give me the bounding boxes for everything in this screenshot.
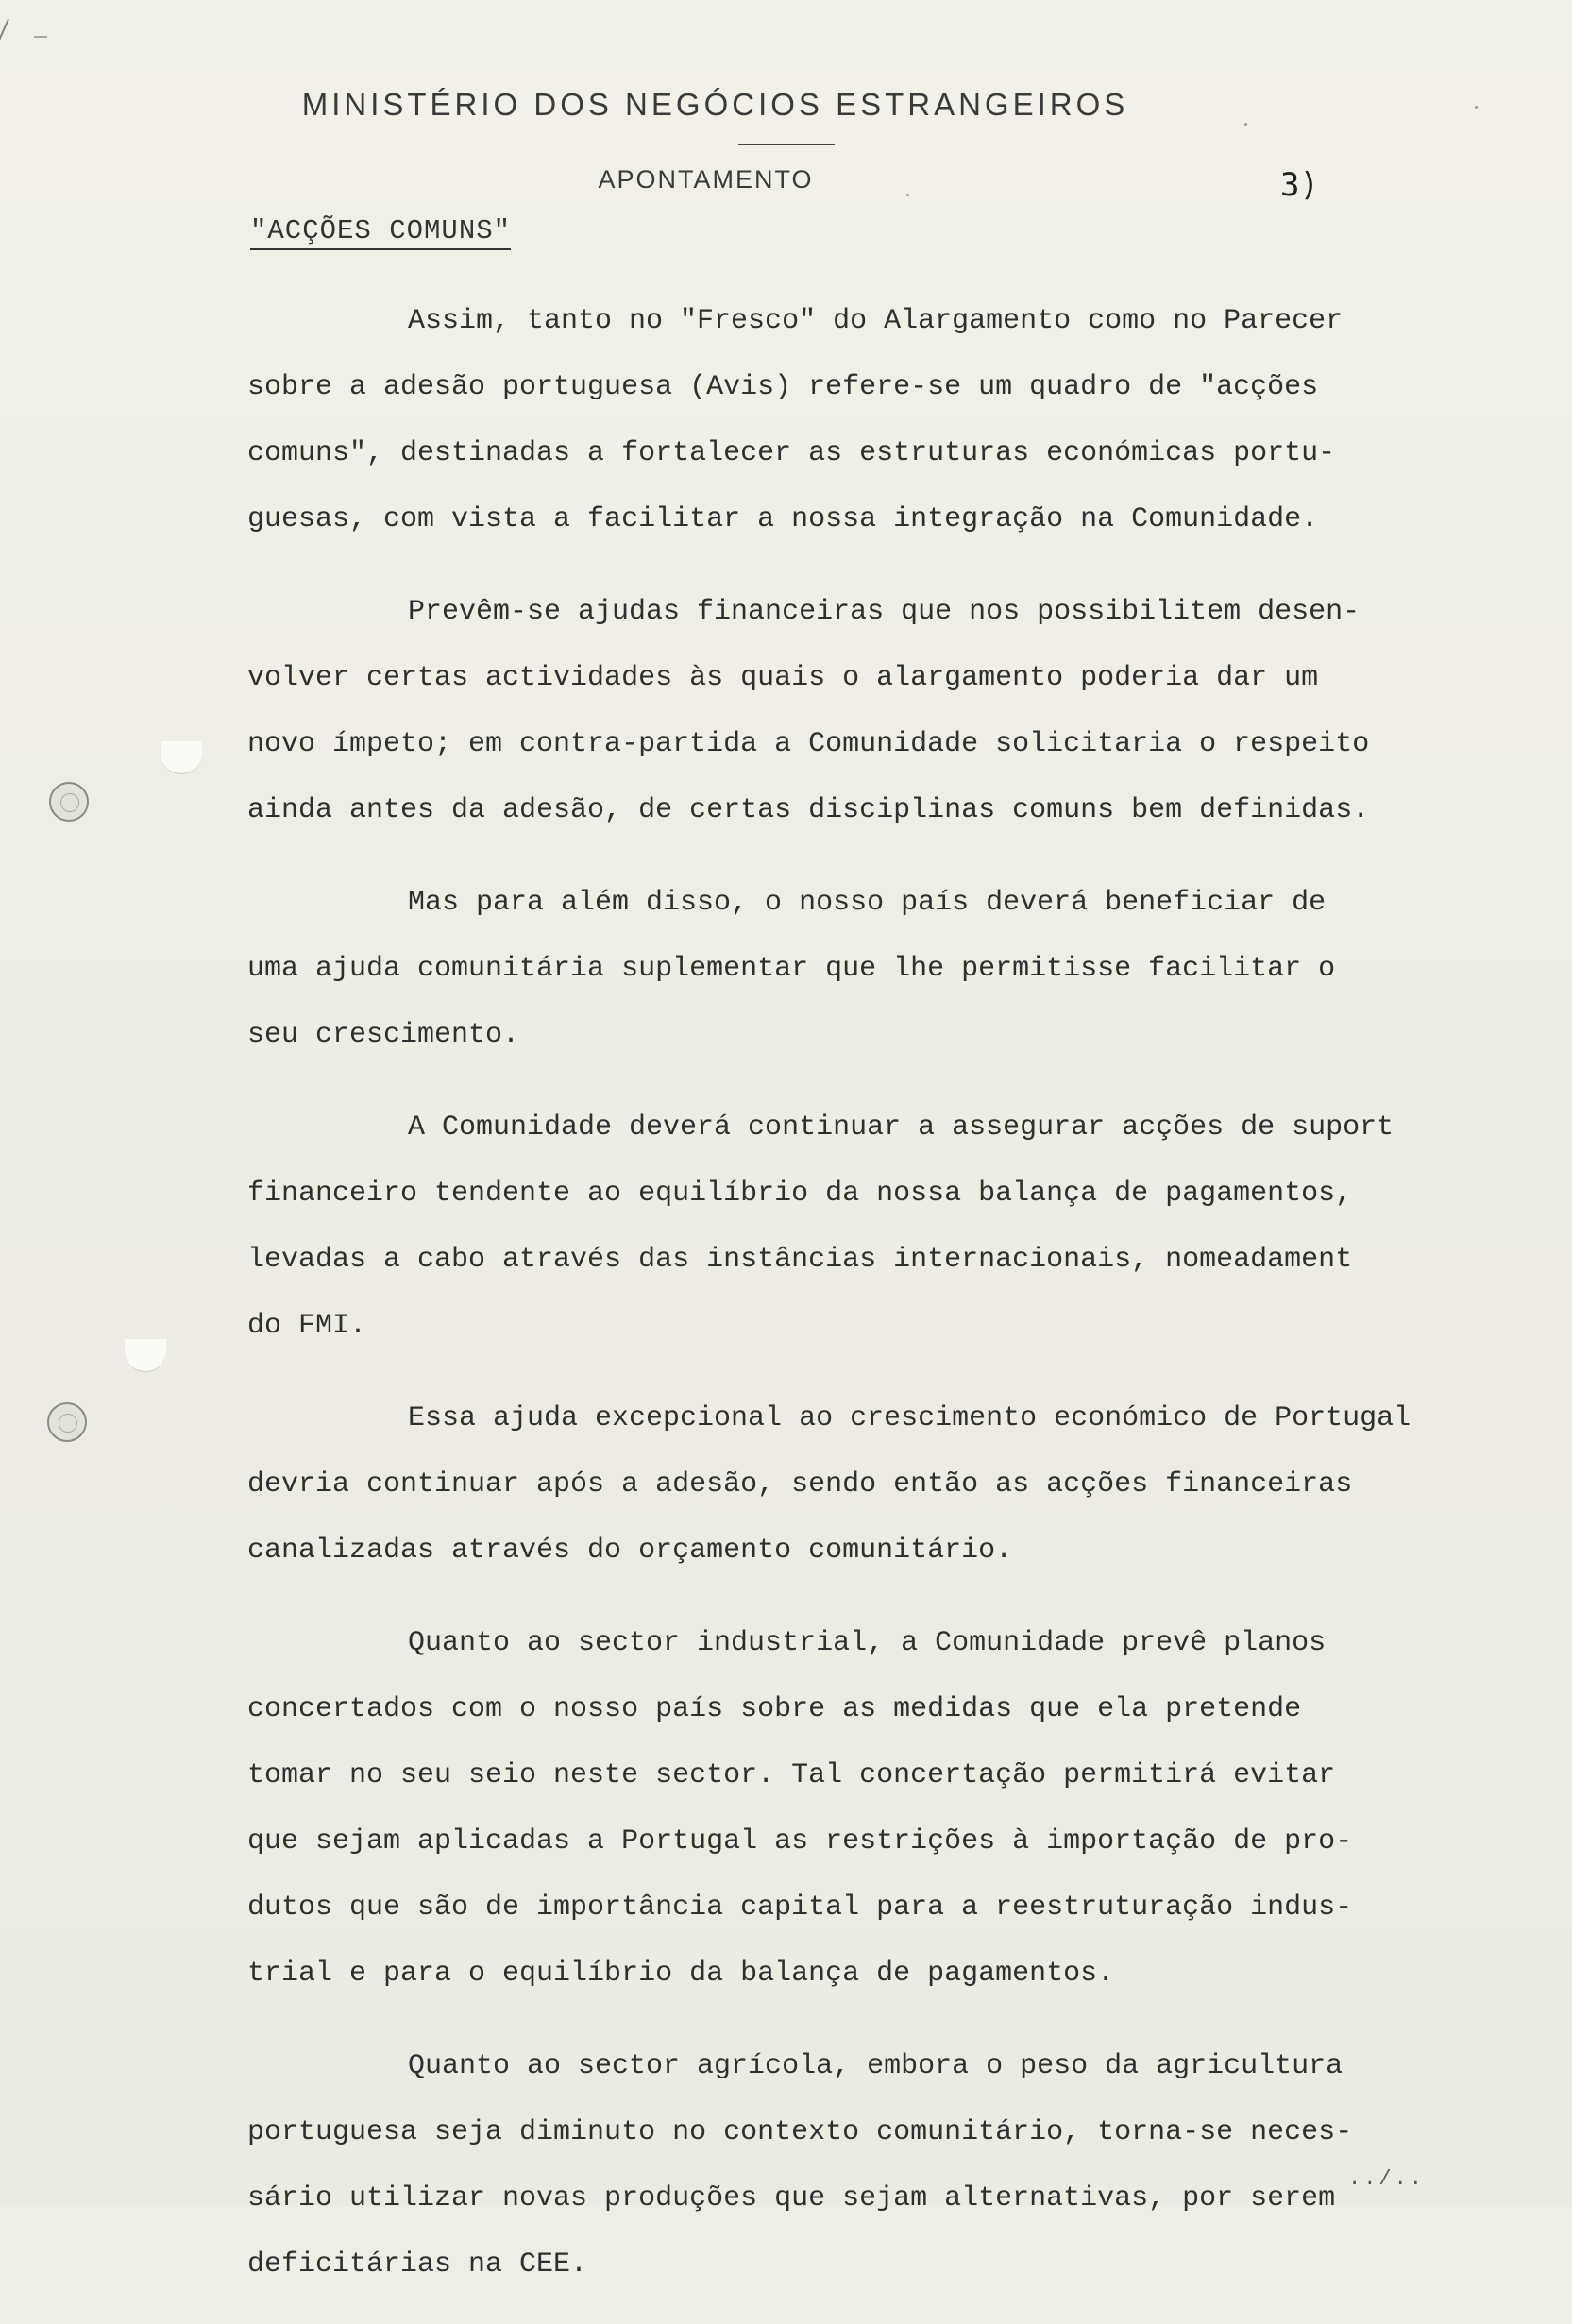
continuation-mark: ../.. (1348, 2167, 1426, 2191)
text-line: guesas, com vista a facilitar a nossa integração na Comunidade. (247, 503, 1319, 535)
text-line: tomar no seu seio neste sector. Tal concertação permitirá evitar (247, 1759, 1336, 1791)
paragraph-6 (247, 1610, 1531, 2007)
text-line: trial e para o equilíbrio da balança de pagamentos. (247, 1958, 1115, 1990)
text-line: do FMI. (247, 1310, 367, 1342)
text-line: seu crescimento. (247, 1019, 520, 1051)
punch-hole (47, 1402, 87, 1442)
text-line: Essa ajuda excepcional ao crescimento económico de Portugal (408, 1402, 1411, 1434)
header-divider (738, 144, 835, 145)
text-line: Prevêm-se ajudas financeiras que nos possibilitem desen- (408, 596, 1361, 628)
punch-hole (49, 782, 89, 822)
text-line: Quanto ao sector industrial, a Comunidade prevê planos (408, 1627, 1327, 1659)
text-line: canalizadas através do orçamento comunitário. (247, 1535, 1013, 1567)
text-line: deficitárias na CEE. (247, 2248, 588, 2281)
text-line: concertados com o nosso país sobre as medidas que ela pretende (247, 1693, 1302, 1725)
page-number: 3) (1280, 166, 1319, 204)
document-type: APONTAMENTO (598, 165, 814, 194)
paragraph-2 (247, 579, 1531, 843)
paper-speck (1475, 106, 1478, 109)
text-line: que sejam aplicadas a Portugal as restrições à importação de pro- (247, 1825, 1353, 1858)
pencil-tick-mark (34, 36, 47, 38)
body-text (247, 288, 1531, 2324)
text-line: devria continuar após a adesão, sendo então as acções financeiras (247, 1468, 1353, 1501)
ministry-header: MINISTÉRIO DOS NEGÓCIOS ESTRANGEIROS (301, 87, 1129, 122)
paragraph-7 (247, 2033, 1531, 2298)
section-title: "ACÇÕES COMUNS" (250, 215, 511, 250)
text-line: sobre a adesão portuguesa (Avis) refere-se um quadro de "acções (247, 371, 1319, 403)
text-line: Mas para além disso, o nosso país deverá beneficiar de (408, 887, 1327, 919)
paragraph-1 (247, 288, 1531, 552)
text-line: A Comunidade deverá continuar a assegurar acções de suport (408, 1111, 1395, 1144)
text-line: levadas a cabo através das instâncias internacionais, nomeadament (247, 1244, 1353, 1276)
text-line: financeiro tendente ao equilíbrio da nossa balança de pagamentos, (247, 1178, 1353, 1210)
text-line: Quanto ao sector agrícola, embora o peso da agricultura (408, 2050, 1344, 2082)
text-line: comuns", destinadas a fortalecer as estruturas económicas portu- (247, 437, 1336, 469)
paper-speck (906, 194, 909, 196)
text-line: dutos que são de importância capital para a reestruturação indus- (247, 1891, 1353, 1924)
text-line: ainda antes da adesão, de certas disciplinas comuns bem definidas. (247, 794, 1370, 826)
paper-speck (1244, 123, 1247, 126)
text-line: volver certas actividades às quais o alargamento poderia dar um (247, 662, 1319, 694)
text-line: portuguesa seja diminuto no contexto comunitário, torna-se neces- (247, 2116, 1353, 2148)
text-line: sário utilizar novas produções que sejam alternativas, por serem (247, 2182, 1336, 2214)
punch-hole-tab (125, 1339, 166, 1372)
paragraph-3 (247, 870, 1531, 1068)
paragraph-5 (247, 1385, 1531, 1584)
punch-hole-tab (161, 741, 202, 774)
text-line: novo ímpeto; em contra-partida a Comunidade solicitaria o respeito (247, 728, 1370, 760)
text-line: Assim, tanto no "Fresco" do Alargamento como no Parecer (408, 305, 1344, 337)
paragraph-4 (247, 1094, 1531, 1359)
text-line: uma ajuda comunitária suplementar que lhe permitisse facilitar o (247, 953, 1336, 985)
